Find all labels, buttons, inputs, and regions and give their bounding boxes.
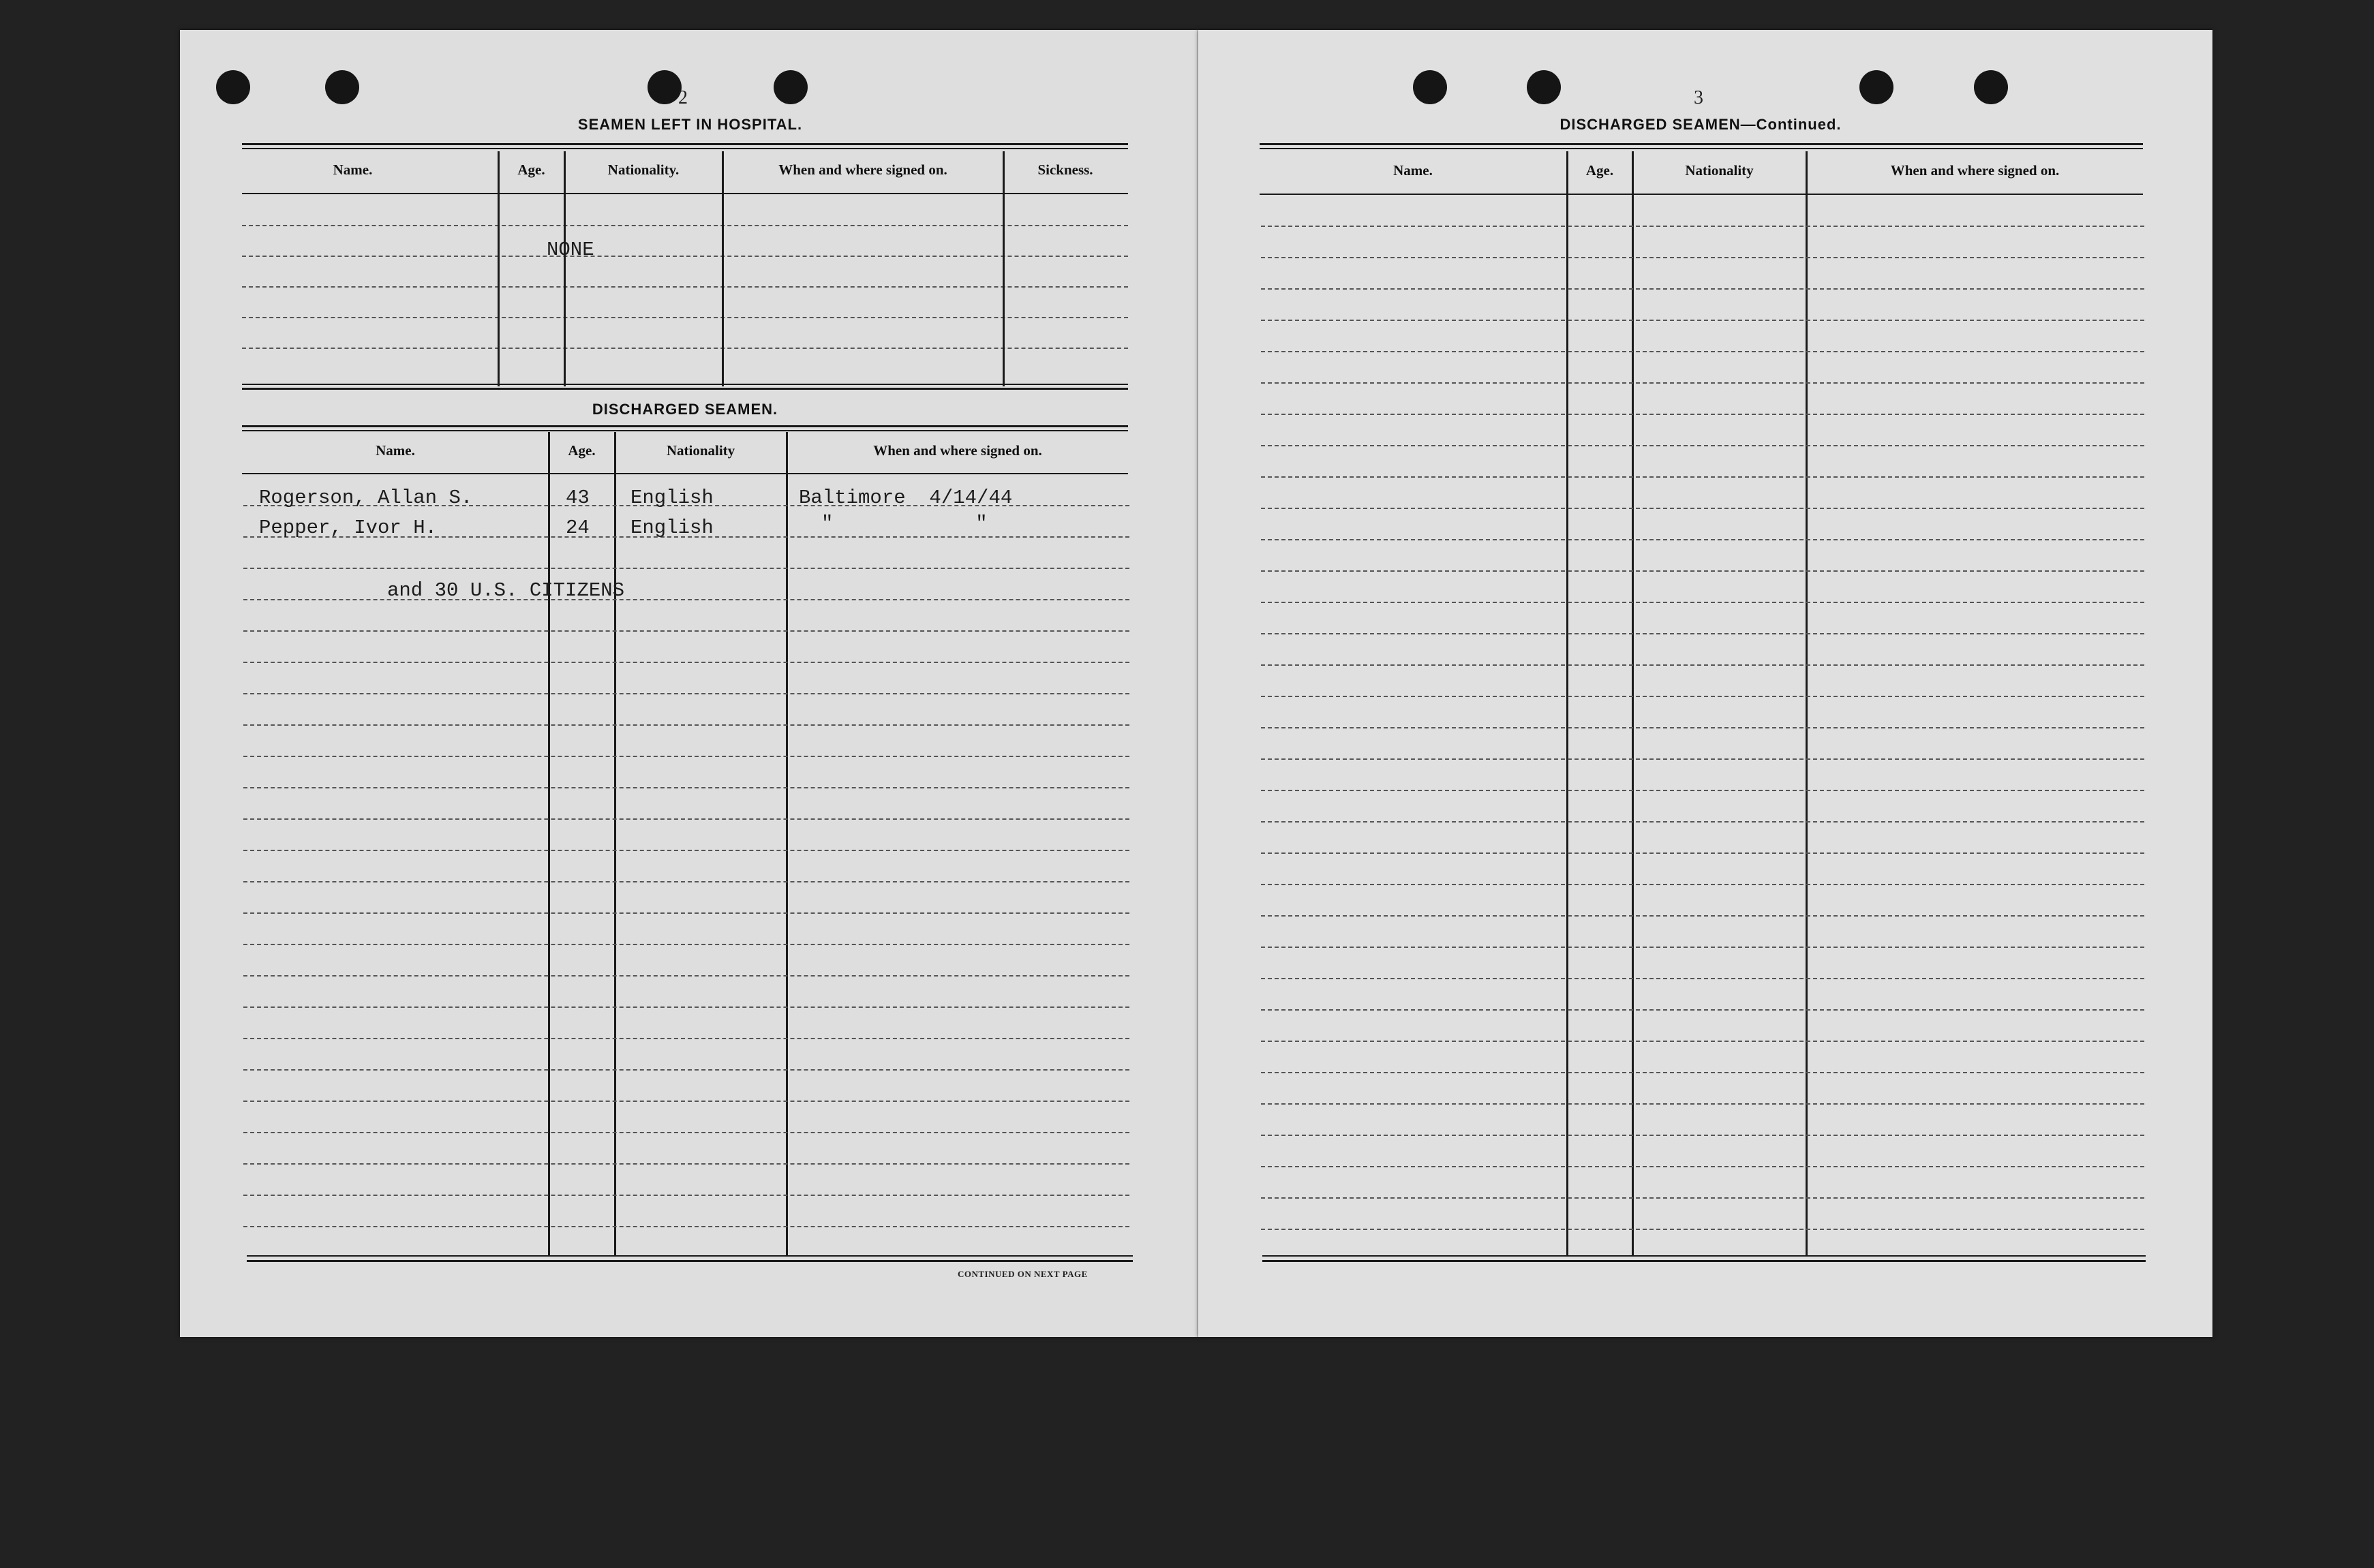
col-divider: [1632, 151, 1634, 1255]
rule: [242, 388, 1128, 390]
ruled-line: [1261, 539, 2144, 540]
ruled-line: [1261, 696, 2144, 697]
ruled-line: [1261, 508, 2144, 509]
ruled-line: [1261, 884, 2144, 885]
col-head-age: Age.: [568, 442, 596, 459]
rule: [1262, 1255, 2146, 1257]
ruled-line: [242, 286, 1128, 288]
ruled-line: [1261, 602, 2144, 603]
ruled-line: [243, 1038, 1129, 1039]
ruled-line: [1261, 1135, 2144, 1136]
ruled-line: [243, 693, 1129, 694]
col-head-age: Age.: [1585, 162, 1614, 179]
rule: [242, 430, 1128, 431]
page-number-right: 3: [1694, 87, 1703, 108]
ruled-line: [1261, 445, 2144, 446]
ruled-line: [243, 662, 1129, 663]
ruled-line: [242, 256, 1128, 257]
ruled-line: [243, 630, 1129, 632]
ruled-line: [1261, 758, 2144, 760]
rule: [242, 148, 1128, 149]
col-divider: [722, 151, 724, 386]
ruled-line: [1261, 1166, 2144, 1167]
ruled-line: [1261, 790, 2144, 791]
ruled-line: [1261, 978, 2144, 979]
ruled-line: [1261, 570, 2144, 572]
hospital-section-title: SEAMEN LEFT IN HOSPITAL.: [577, 116, 803, 133]
row-signed-on: " ": [821, 512, 988, 535]
ruled-line: [242, 348, 1128, 349]
ruled-line: [1261, 1103, 2144, 1105]
ruled-line: [243, 818, 1129, 820]
punch-hole: [1974, 70, 2008, 104]
ruled-line: [243, 1132, 1129, 1133]
punch-hole: [1859, 70, 1893, 104]
col-divider: [564, 151, 566, 386]
ruled-line: [1261, 821, 2144, 823]
punch-hole: [1527, 70, 1561, 104]
ruled-line: [1261, 288, 2144, 290]
ruled-line: [1261, 947, 2144, 948]
ruled-line: [1261, 727, 2144, 728]
col-head-nationality: Nationality: [1685, 162, 1754, 179]
row-age: 24: [566, 517, 590, 539]
ruled-line: [243, 912, 1129, 914]
ruled-line: [243, 1069, 1129, 1071]
rule: [1260, 143, 2143, 145]
ruled-line: [1261, 382, 2144, 384]
ruled-line: [1261, 664, 2144, 666]
punch-hole: [774, 70, 808, 104]
punch-hole: [1413, 70, 1447, 104]
ruled-line: [243, 1195, 1129, 1196]
ruled-line: [1261, 476, 2144, 478]
ruled-line: [1261, 226, 2144, 227]
ruled-line: [243, 599, 1129, 600]
ruled-line: [1261, 320, 2144, 321]
ruled-line: [243, 1163, 1129, 1165]
ruled-line: [242, 317, 1128, 318]
page-number-left: 2: [678, 87, 688, 108]
col-head-age: Age.: [517, 162, 545, 178]
col-head-name: Name.: [376, 442, 415, 459]
col-head-nationality: Nationality.: [607, 162, 680, 178]
citizens-note: and 30 U.S. CITIZENS: [387, 579, 625, 602]
col-divider: [1003, 151, 1005, 386]
col-head-signed-on: When and where signed on.: [778, 162, 947, 178]
discharged-section-title: DISCHARGED SEAMEN.: [592, 401, 778, 418]
rule: [247, 1255, 1133, 1257]
col-head-signed-on: When and where signed on.: [1890, 162, 2060, 179]
col-divider: [1806, 151, 1808, 1255]
row-age: 43: [566, 487, 590, 509]
col-divider: [1566, 151, 1568, 1255]
rule: [1262, 1260, 2146, 1262]
ruled-line: [243, 724, 1129, 726]
ruled-line: [242, 225, 1128, 226]
discharged-continued-title: DISCHARGED SEAMEN—Continued.: [1559, 116, 1842, 133]
row-nationality: English: [630, 487, 714, 509]
ruled-line: [243, 975, 1129, 977]
ruled-line: [243, 1006, 1129, 1008]
col-head-name: Name.: [1393, 162, 1433, 179]
punch-hole: [648, 70, 682, 104]
ruled-line: [243, 881, 1129, 882]
ruled-line: [243, 1226, 1129, 1227]
ruled-line: [243, 568, 1129, 569]
punch-hole: [325, 70, 359, 104]
ruled-line: [1261, 351, 2144, 352]
col-head-sickness: Sickness.: [1037, 162, 1093, 178]
rule: [242, 384, 1128, 385]
row-name: Pepper, Ivor H.: [259, 517, 438, 539]
ruled-line: [1261, 257, 2144, 258]
col-head-nationality: Nationality: [666, 442, 735, 459]
ruled-line: [243, 756, 1129, 757]
ruled-line: [1261, 414, 2144, 415]
rule: [1260, 148, 2143, 149]
rule: [242, 193, 1128, 194]
rule: [247, 1260, 1133, 1262]
hospital-entry: NONE: [547, 239, 594, 261]
ruled-line: [1261, 1197, 2144, 1199]
row-nationality: English: [630, 517, 714, 539]
ruled-line: [243, 850, 1129, 851]
row-signed-on: Baltimore 4/14/44: [799, 487, 1013, 509]
ruled-line: [1261, 1072, 2144, 1073]
ruled-line: [1261, 1229, 2144, 1230]
continued-note: CONTINUED ON NEXT PAGE: [958, 1269, 1088, 1279]
punch-hole: [216, 70, 250, 104]
rule: [242, 425, 1128, 427]
ruled-line: [243, 1101, 1129, 1102]
ruled-line: [1261, 1041, 2144, 1042]
ruled-line: [243, 944, 1129, 945]
row-name: Rogerson, Allan S.: [259, 487, 473, 509]
rule: [242, 143, 1128, 145]
ruled-line: [1261, 915, 2144, 917]
col-head-signed-on: When and where signed on.: [873, 442, 1042, 459]
ruled-line: [243, 787, 1129, 788]
ruled-line: [1261, 633, 2144, 634]
ruled-line: [1261, 852, 2144, 854]
rule: [242, 473, 1128, 474]
rule: [1260, 194, 2143, 195]
col-divider: [498, 151, 500, 386]
col-head-name: Name.: [333, 162, 373, 178]
ruled-line: [1261, 1009, 2144, 1011]
